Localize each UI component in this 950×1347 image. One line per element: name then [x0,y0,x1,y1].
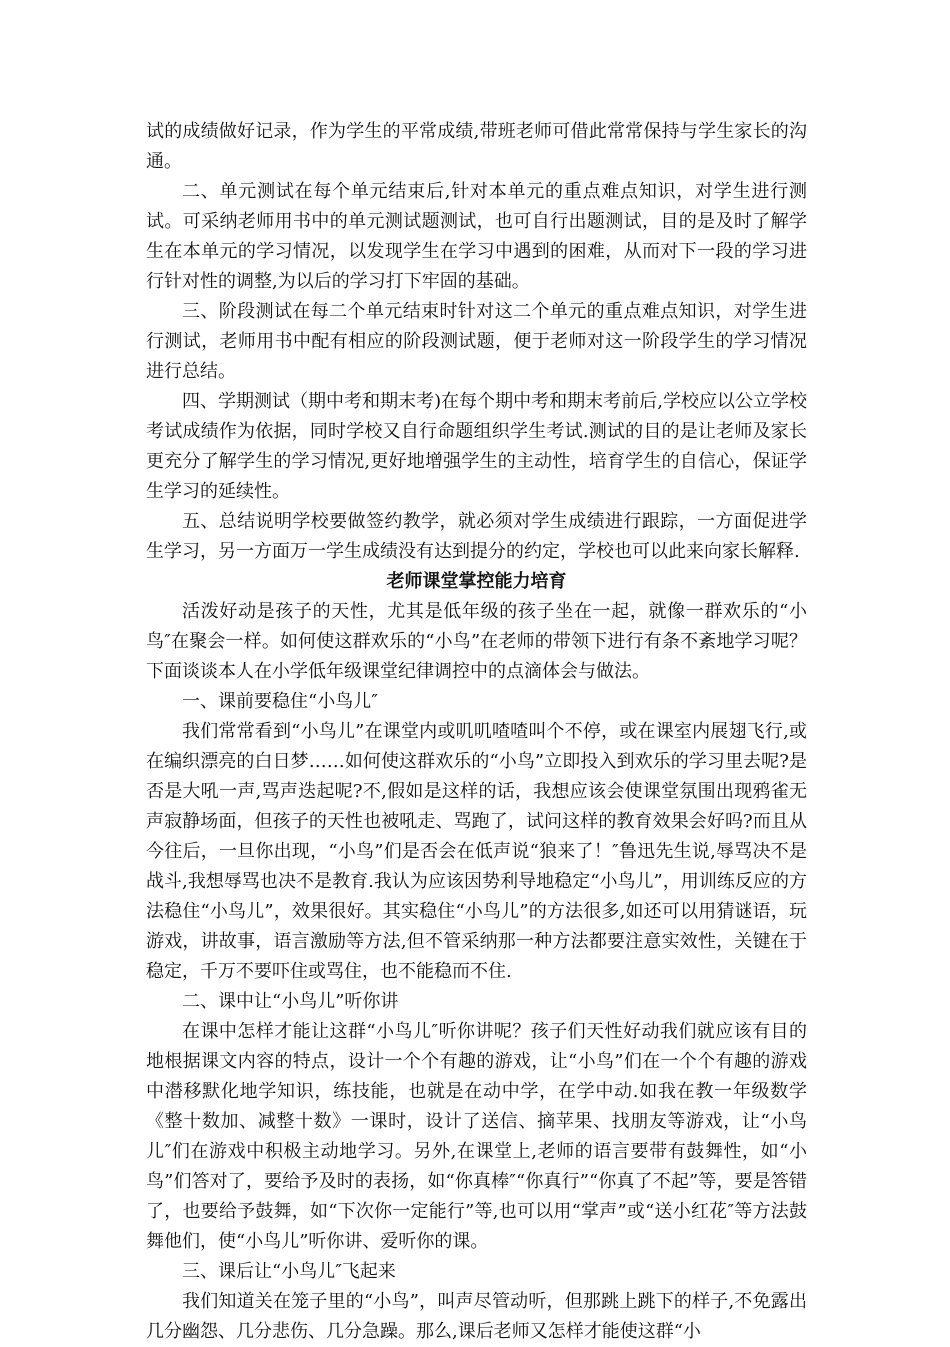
heading-before-class: 一、课前要稳住“小鸟儿″ [182,691,378,712]
paragraph-summary: 五、总结说明学校要做签约教学，就必须对学生成绩进行跟踪，一方面促进学生学习，另一方面万一学生成绩没有达到提分的约定，学校也可以此来向家长解释. [146,511,807,562]
paragraph-during-class: 在课中怎样才能让这群“小鸟儿″听你讲呢？孩子们天性好动我们就应该有目的地根据课文内容的特点，设计一个个有趣的游戏，让“小鸟”们在一个个有趣的游戏中潜移默化地学知识，练技能，也就是在动中学，在学中动.如我在教一年级数学《整十数加、减整十数》一课时，设计了送信、摘苹果、找朋友等游戏，让“小鸟儿″们在游戏中积极主动地学习。另外,在课堂上,老师的语言要带有鼓舞性，如“小鸟”们答对了，要给予及时的表扬，如“你真棒″“你真行”“你真了不起”等，要是答错了，也要给予鼓舞，如“下次你一定能行”等,也可以用“掌声”或“送小红花″等方法鼓舞他们，使“小鸟儿”听你讲、爱听你的课。 [146,1021,807,1252]
paragraph-after-class: 我们知道关在笼子里的“小鸟”，叫声尽管动听，但那跳上跳下的样子,不免露出几分幽怨、几分悲伤、几分急躁。那么,课后老师又怎样才能使这群“小 [146,1291,807,1342]
paragraph-stage-tests: 三、阶段测试在每二个单元结束时针对这二个单元的重点难点知识，对学生进行测试，老师用书中配有相应的阶段测试题，便于老师对这一阶段学生的学习情况进行总结。 [146,301,807,382]
paragraph-term-tests: 四、学期测试（期中考和期末考)在每个期中考和期末考前后,学校应以公立学校考试成绩作为依据，同时学校又自行命题组织学生考试.测试的目的是让老师及家长更充分了解学生的学习情况,更好地增强学生的主动性，培育学生的自信心，保证学生学习的延续性。 [146,391,807,502]
paragraph-unit-tests: 二、单元测试在每个单元结束后,针对本单元的重点难点知识，对学生进行测试。可采纳老师用书中的单元测试题测试，也可自行出题测试，目的是及时了解学生在本单元的学习情况，以发现学生在学习中遇到的困难，从而对下一段的学习进行针对性的调整,为以后的学习打下牢固的基础。 [146,181,807,292]
paragraph-before-class: 我们常常看到“小鸟儿”在课堂内或叽叽喳喳叫个不停，或在课室内展翅飞行,或在编织漂亮的白日梦……如何使这群欢乐的“小鸟”立即投入到欢乐的学习里去呢?是否是大吼一声,骂声迭起呢?不,假如是这样的话，我想应该会使课堂氛围出现鸦雀无声寂静场面，但孩子的天性也被吼走、骂跑了，试问这样的教育效果会好吗?而且从今往后，一旦你出现，“小鸟”们是否会在低声说“狼来了！″鲁迅先生说,辱骂决不是战斗,我想辱骂也决不是教育.我认为应该因势利导地稳定“小鸟儿”，用训练反应的方法稳住“小鸟儿”，效果很好。其实稳住“小鸟儿”的方法很多,如还可以用猜谜语，玩游戏，讲故事，语言激励等方法,但不管采纳那一种方法都要注意实效性，关键在于稳定，千万不要吓住或骂住，也不能稳而不住. [146,721,807,982]
paragraph-unit-tests-intro: 试的成绩做好记录，作为学生的平常成绩,带班老师可借此常常保持与学生家长的沟通。 [146,121,807,172]
heading-after-class: 三、课后让“小鸟儿″飞起来 [182,1261,396,1282]
section-title: 老师课堂掌控能力培育 [386,571,567,592]
heading-during-class: 二、课中让“小鸟儿”听你讲 [182,991,399,1012]
paragraph-intro: 活泼好动是孩子的天性，尤其是低年级的孩子坐在一起，就像一群欢乐的“小鸟″在聚会一样。如何使这群欢乐的“小鸟”在老师的带领下进行有条不紊地学习呢？下面谈谈本人在小学低年级课堂纪律调控中的点滴体会与做法。 [146,601,807,682]
